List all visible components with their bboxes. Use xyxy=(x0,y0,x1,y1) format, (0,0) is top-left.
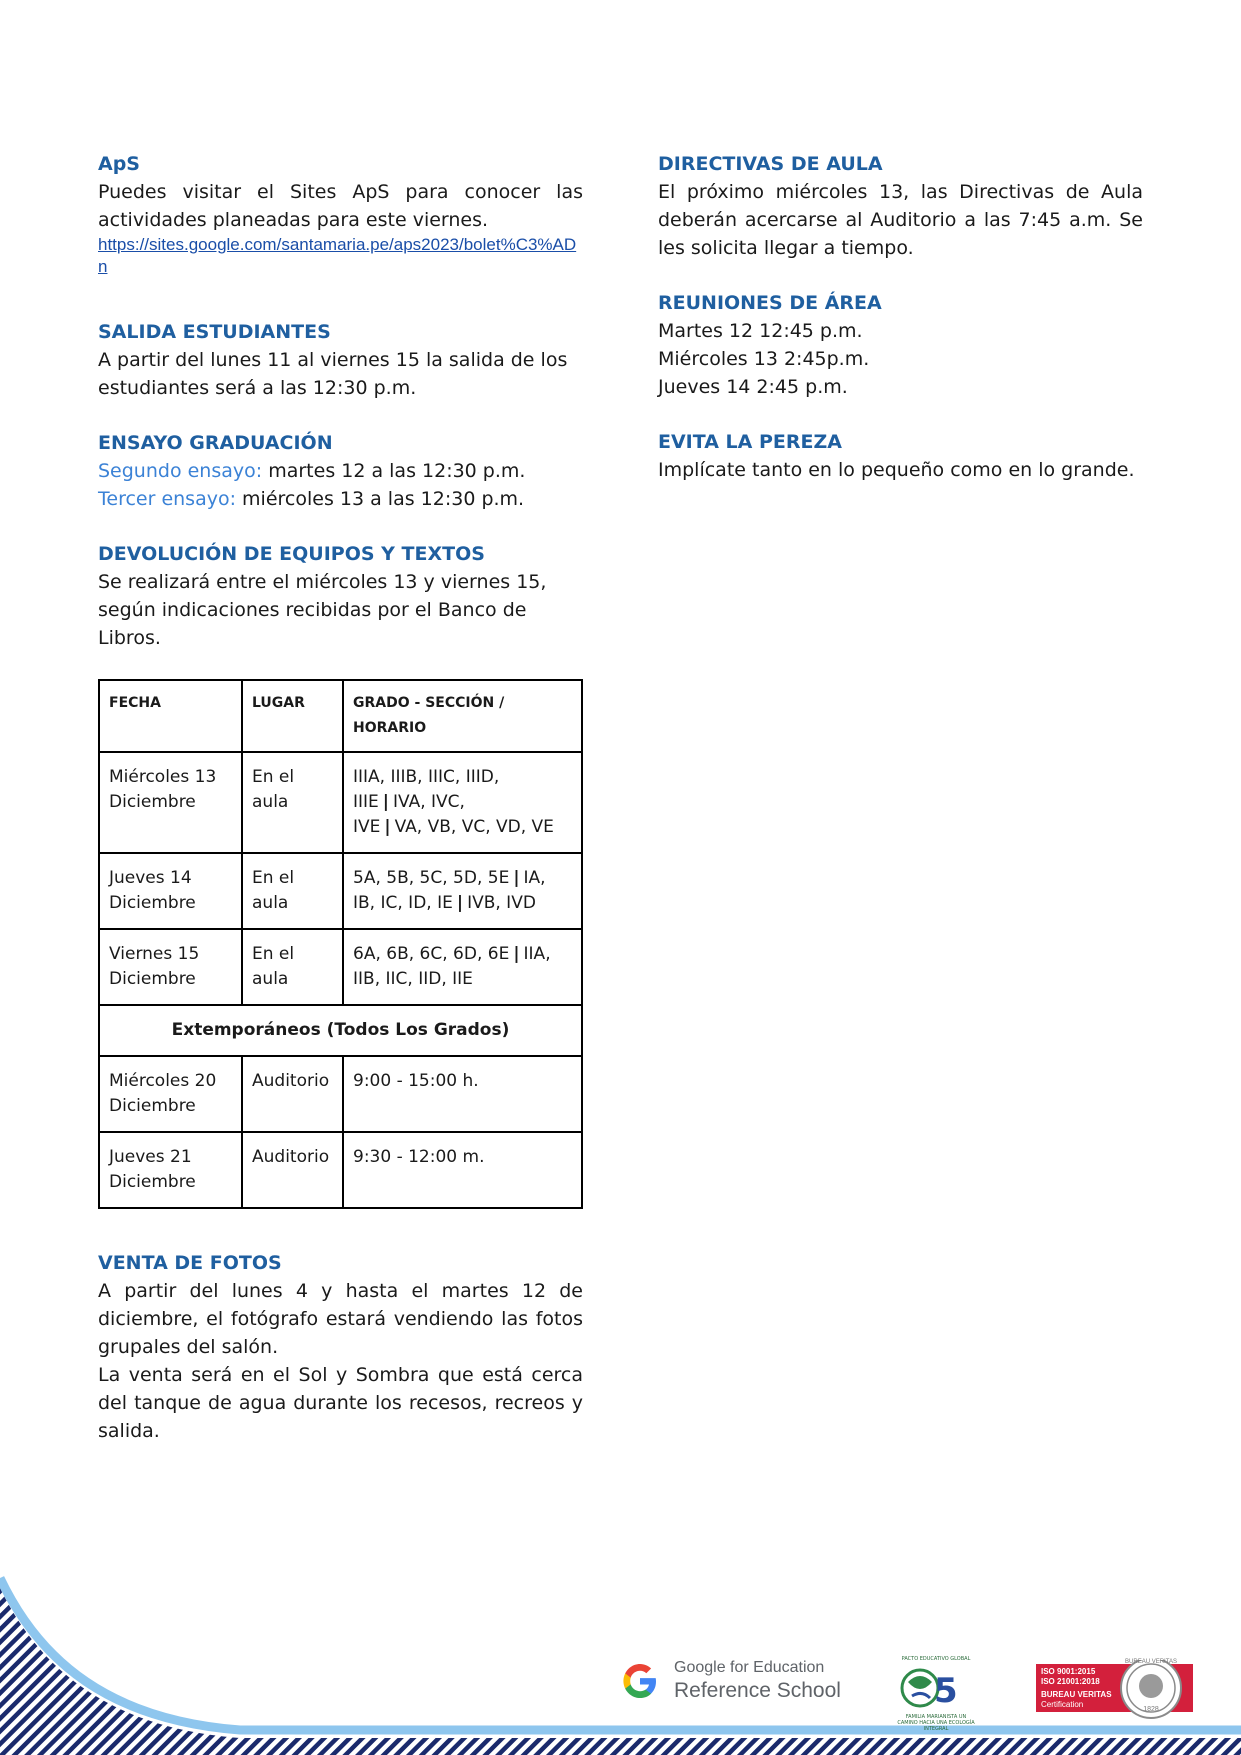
globe-175-icon xyxy=(898,1662,974,1712)
section-salida xyxy=(98,318,583,402)
devolucion-title: DEVOLUCIÓN DE EQUIPOS Y TEXTOS xyxy=(98,543,485,565)
table-cell xyxy=(99,752,242,853)
devolucion-text: Se realizará entre el miércoles 13 y viernes 15, según indicaciones recibidas por el Banco de Libros. xyxy=(98,571,547,649)
table-cell xyxy=(99,853,242,929)
ensayo-label: Segundo ensayo: xyxy=(98,460,263,482)
right-column xyxy=(658,150,1143,511)
pe-text: PACTO EDUCATIVO GLOBAL xyxy=(901,1656,971,1662)
pacto-educativo-logo xyxy=(896,1656,976,1732)
aps-link[interactable]: https://sites.google.com/santamaria.pe/aps2023/bolet%C3%ADn xyxy=(98,235,577,276)
bv-text: BUREAU VERITAS xyxy=(1041,1690,1112,1699)
reuniones-title: REUNIONES DE ÁREA xyxy=(658,292,882,314)
pereza-text: Implícate tanto en lo pequeño como en lo grande. xyxy=(658,459,1135,481)
cell-text: Miércoles 20 xyxy=(109,1071,217,1091)
table-cell xyxy=(99,929,242,1005)
cell-text: En el xyxy=(252,944,295,964)
cell-text: Diciembre xyxy=(109,893,196,913)
pereza-title: EVITA LA PEREZA xyxy=(658,431,842,453)
cell-line xyxy=(353,942,572,967)
left-column xyxy=(98,150,583,1472)
table-cell xyxy=(242,853,343,929)
cell-text: 5A, 5B, 5C, 5D, 5E xyxy=(353,868,510,888)
cell-text: Jueves 21 xyxy=(109,1147,192,1167)
table-row xyxy=(99,1132,582,1208)
section-ensayo xyxy=(98,429,583,513)
google-education-logo xyxy=(620,1658,841,1704)
bv-seal-text xyxy=(1122,1658,1180,1666)
bv-seal-year: 1828 xyxy=(1143,1706,1159,1713)
section-reuniones xyxy=(658,289,1143,401)
table-cell xyxy=(242,752,343,853)
cell-text: IB, IC, ID, IE xyxy=(353,893,453,913)
section-directivas xyxy=(658,150,1143,262)
google-text xyxy=(674,1658,841,1704)
extemporaneos-cell: Extemporáneos (Todos Los Grados) xyxy=(99,1005,582,1056)
bv-text: ISO 21001:2018 xyxy=(1041,1677,1100,1686)
table-cell xyxy=(99,1132,242,1208)
cell-text: Diciembre xyxy=(109,1096,196,1116)
section-fotos xyxy=(98,1249,583,1445)
salida-text: A partir del lunes 11 al viernes 15 la salida de los estudiantes será a las 12:30 p.m. xyxy=(98,349,568,399)
table-cell: Auditorio xyxy=(242,1056,343,1132)
table-cell xyxy=(242,929,343,1005)
section-aps xyxy=(98,150,583,278)
reunion-line: Martes 12 12:45 p.m. xyxy=(658,320,863,342)
reunion-line: Miércoles 13 2:45p.m. xyxy=(658,348,870,370)
cell-text: 6A, 6B, 6C, 6D, 6E xyxy=(353,944,510,964)
table-row xyxy=(99,1056,582,1132)
cell-line xyxy=(353,790,572,815)
cell-text: Diciembre xyxy=(109,1172,196,1192)
ensayo-text: martes 12 a las 12:30 p.m. xyxy=(262,460,526,482)
bv-text-block xyxy=(1041,1667,1112,1710)
cell-text: IIIA, IIIB, IIIC, IIID, xyxy=(353,767,500,787)
bv-text: ISO 9001:2015 xyxy=(1041,1667,1096,1676)
ensayo-line xyxy=(98,485,583,513)
cell-line xyxy=(353,891,572,916)
ensayo-text: miércoles 13 a las 12:30 p.m. xyxy=(236,488,525,510)
table-cell: 9:30 - 12:00 m. xyxy=(343,1132,582,1208)
table-header: GRADO - SECCIÓN / HORARIO xyxy=(343,680,582,752)
cell-text: IVB, IVD xyxy=(467,893,536,913)
cell-text: En el xyxy=(252,868,295,888)
ensayo-line xyxy=(98,457,583,485)
table-header-row xyxy=(99,680,582,752)
separator: | xyxy=(513,944,520,964)
google-line1: Google for Education xyxy=(674,1659,825,1676)
salida-title: SALIDA ESTUDIANTES xyxy=(98,321,331,343)
ensayo-label: Tercer ensayo: xyxy=(98,488,236,510)
table-header: FECHA xyxy=(99,680,242,752)
table-row-extemporaneos xyxy=(99,1005,582,1056)
ensayo-title: ENSAYO GRADUACIÓN xyxy=(98,432,333,454)
cell-text: En el xyxy=(252,767,295,787)
table-cell xyxy=(343,752,582,853)
table-row xyxy=(99,853,582,929)
table-header: LUGAR xyxy=(242,680,343,752)
section-devolucion xyxy=(98,540,583,652)
pe-text: FAMILIA MARIANISTA UN CAMINO HACIA UNA ECOLOGÍA INTEGRAL xyxy=(897,1714,975,1732)
cell-text: Diciembre xyxy=(109,969,196,989)
cell-text: IA, xyxy=(523,868,546,888)
cell-text: IVA, IVC, xyxy=(393,792,465,812)
separator: | xyxy=(384,817,391,837)
cell-text: aula xyxy=(252,969,289,989)
bv-seal-text: BUREAU VERITAS xyxy=(1125,1659,1177,1665)
table-row xyxy=(99,929,582,1005)
table-cell: 9:00 - 15:00 h. xyxy=(343,1056,582,1132)
fotos-text: La venta será en el Sol y Sombra que está cerca del tanque de agua durante los recesos, recreos y salida. xyxy=(98,1364,583,1442)
separator: | xyxy=(513,868,520,888)
footer-wave-decoration xyxy=(0,1550,1241,1755)
cell-line xyxy=(353,866,572,891)
separator: | xyxy=(382,792,390,812)
cell-text: IVE xyxy=(353,817,381,837)
bv-text: Certification xyxy=(1041,1700,1084,1709)
cell-text: aula xyxy=(252,893,289,913)
section-pereza xyxy=(658,428,1143,484)
directivas-title: DIRECTIVAS DE AULA xyxy=(658,153,883,175)
separator: | xyxy=(456,893,464,913)
cell-text: Viernes 15 xyxy=(109,944,200,964)
cell-text: IIIE xyxy=(353,792,379,812)
cell-text: VA, VB, VC, VD, VE xyxy=(394,817,554,837)
aps-title: ApS xyxy=(98,153,140,175)
table-cell xyxy=(99,1056,242,1132)
directivas-text: El próximo miércoles 13, las Directivas de Aula deberán acercarse al Auditorio a las 7:45 a.m. Se les solicita llegar a tiempo. xyxy=(658,181,1143,259)
cell-line xyxy=(353,815,572,840)
cell-text: aula xyxy=(252,792,289,812)
reunion-line: Jueves 14 2:45 p.m. xyxy=(658,376,848,398)
cell-text: IIA, xyxy=(523,944,551,964)
fotos-text: A partir del lunes 4 y hasta el martes 12 de diciembre, el fotógrafo estará vendiendo las fotos grupales del salón. xyxy=(98,1280,583,1358)
schedule-table xyxy=(98,679,583,1209)
google-line2: Reference School xyxy=(674,1679,841,1702)
fotos-title: VENTA DE FOTOS xyxy=(98,1252,282,1274)
cell-text: Miércoles 13 xyxy=(109,767,217,787)
svg-text:5: 5 xyxy=(934,1671,958,1711)
table-cell: Auditorio xyxy=(242,1132,343,1208)
cell-text: Jueves 14 xyxy=(109,868,192,888)
table-cell xyxy=(343,853,582,929)
cell-text: Diciembre xyxy=(109,792,196,812)
table-row xyxy=(99,752,582,853)
bureau-veritas-logo xyxy=(1036,1660,1193,1712)
aps-text: Puedes visitar el Sites ApS para conocer las actividades planeadas para este viernes. xyxy=(98,181,583,231)
google-g-icon xyxy=(620,1661,660,1701)
cell-text: IIB, IIC, IID, IIE xyxy=(353,969,473,989)
table-cell xyxy=(343,929,582,1005)
